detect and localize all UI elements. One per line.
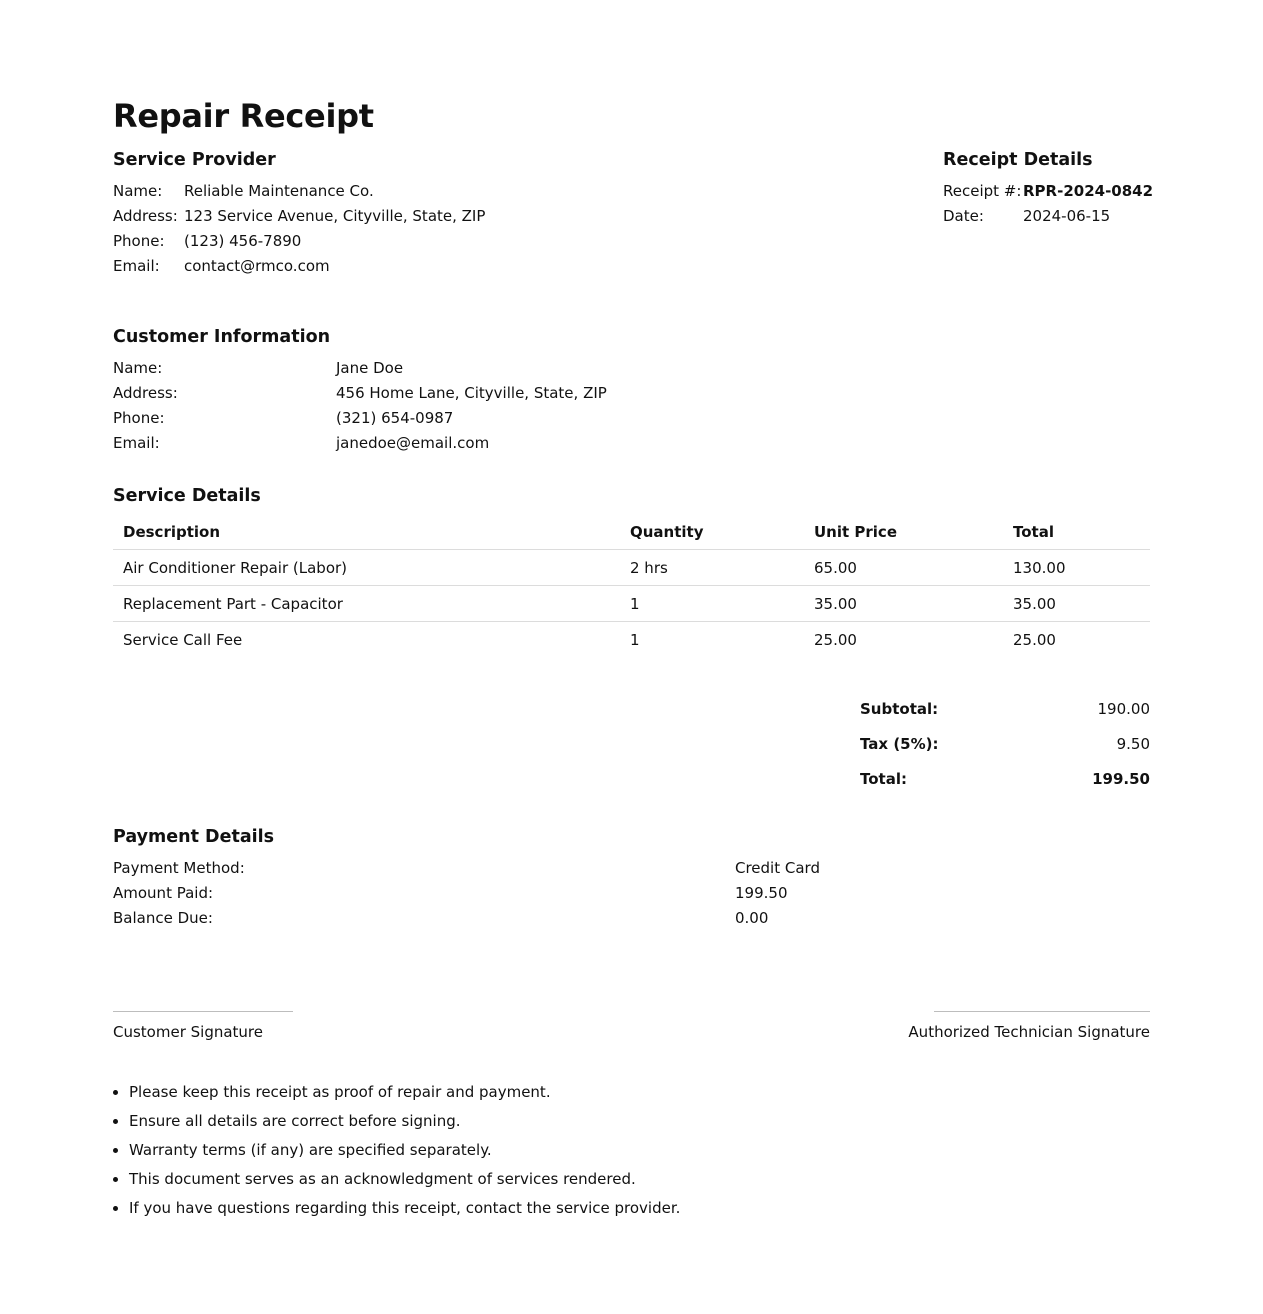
provider-phone-label: Phone:: [113, 232, 165, 250]
payment-method-value: Credit Card: [735, 859, 820, 877]
amount-paid-label: Amount Paid:: [113, 884, 214, 902]
column-header-unit-price: Unit Price: [804, 514, 1003, 550]
receipt-date-label: Date:: [943, 207, 984, 225]
customer-name-label: Name:: [113, 359, 163, 377]
service-heading: Service Details: [113, 486, 261, 506]
provider-email-value: contact@rmco.com: [184, 257, 330, 275]
provider-name-label: Name:: [113, 182, 163, 200]
table-row: [113, 586, 1150, 622]
cell-quantity: 2 hrs: [620, 550, 804, 586]
tax-label: Tax (5%):: [860, 735, 939, 753]
cell-unit-price: 35.00: [804, 586, 1003, 622]
list-item: • This document serves as an acknowledgment of services rendered.: [129, 1165, 680, 1194]
customer-email-label: Email:: [113, 434, 160, 452]
list-item: • If you have questions regarding this receipt, contact the service provider.: [129, 1194, 680, 1223]
list-item: • Warranty terms (if any) are specified separately.: [129, 1136, 680, 1165]
balance-due-label: Balance Due:: [113, 909, 213, 927]
receipt-date-value: 2024-06-15: [1023, 207, 1111, 225]
total-label: Total:: [860, 770, 907, 788]
customer-phone-label: Phone:: [113, 409, 165, 427]
payment-heading: Payment Details: [113, 827, 275, 847]
customer-name-value: Jane Doe: [336, 359, 404, 377]
balance-due-value: 0.00: [735, 909, 769, 927]
column-header-quantity: Quantity: [620, 514, 804, 550]
table-header-row: [113, 514, 1150, 550]
cell-unit-price: 25.00: [814, 630, 857, 649]
technician-signature-label: Authorized Technician Signature: [908, 1023, 1150, 1041]
cell-unit-price: 65.00: [804, 550, 1003, 586]
provider-name-value: Reliable Maintenance Co.: [184, 182, 374, 200]
column-header-total: Total: [1003, 514, 1150, 550]
payment-method-label: Payment Method:: [113, 859, 245, 877]
customer-heading: Customer Information: [113, 327, 331, 347]
subtotal-label: Subtotal:: [860, 700, 939, 718]
cell-total: 25.00: [1013, 630, 1056, 649]
technician-signature-line: [934, 1011, 1150, 1012]
amount-paid-value: 199.50: [735, 884, 788, 902]
customer-signature-line: [113, 1011, 293, 1012]
page-title: Repair Receipt: [113, 97, 374, 135]
cell-description: Service Call Fee: [123, 630, 243, 649]
notes-list: [113, 1078, 680, 1223]
service-table: [113, 514, 1150, 657]
cell-description: Replacement Part - Capacitor: [113, 586, 620, 622]
subtotal-value: 190.00: [1097, 700, 1150, 718]
tax-value: 9.50: [1116, 735, 1150, 753]
cell-description: Air Conditioner Repair (Labor): [113, 550, 620, 586]
cell-total: 35.00: [1003, 586, 1150, 622]
receipt-number-label: Receipt #:: [943, 182, 1022, 200]
provider-heading: Service Provider: [113, 150, 276, 170]
provider-address-label: Address:: [113, 207, 178, 225]
customer-phone-value: (321) 654-0987: [336, 409, 454, 427]
total-value: 199.50: [1092, 770, 1150, 788]
column-header-description: Description: [113, 514, 620, 550]
customer-signature-label: Customer Signature: [113, 1023, 263, 1041]
cell-quantity: 1: [630, 630, 640, 649]
customer-address-label: Address:: [113, 384, 178, 402]
customer-address-value: 456 Home Lane, Cityville, State, ZIP: [336, 384, 607, 402]
list-item: • Please keep this receipt as proof of repair and payment.: [129, 1078, 680, 1107]
table-row: [113, 622, 1150, 658]
cell-quantity: 1: [620, 586, 804, 622]
provider-address-value: 123 Service Avenue, Cityville, State, ZIP: [184, 207, 486, 225]
table-row: [113, 550, 1150, 586]
receipt-heading: Receipt Details: [943, 150, 1093, 170]
receipt-number-value: RPR-2024-0842: [1023, 182, 1154, 200]
list-item: • Ensure all details are correct before signing.: [129, 1107, 680, 1136]
cell-total: 130.00: [1003, 550, 1150, 586]
provider-phone-value: (123) 456-7890: [184, 232, 302, 250]
provider-email-label: Email:: [113, 257, 160, 275]
customer-email-value: janedoe@email.com: [336, 434, 490, 452]
